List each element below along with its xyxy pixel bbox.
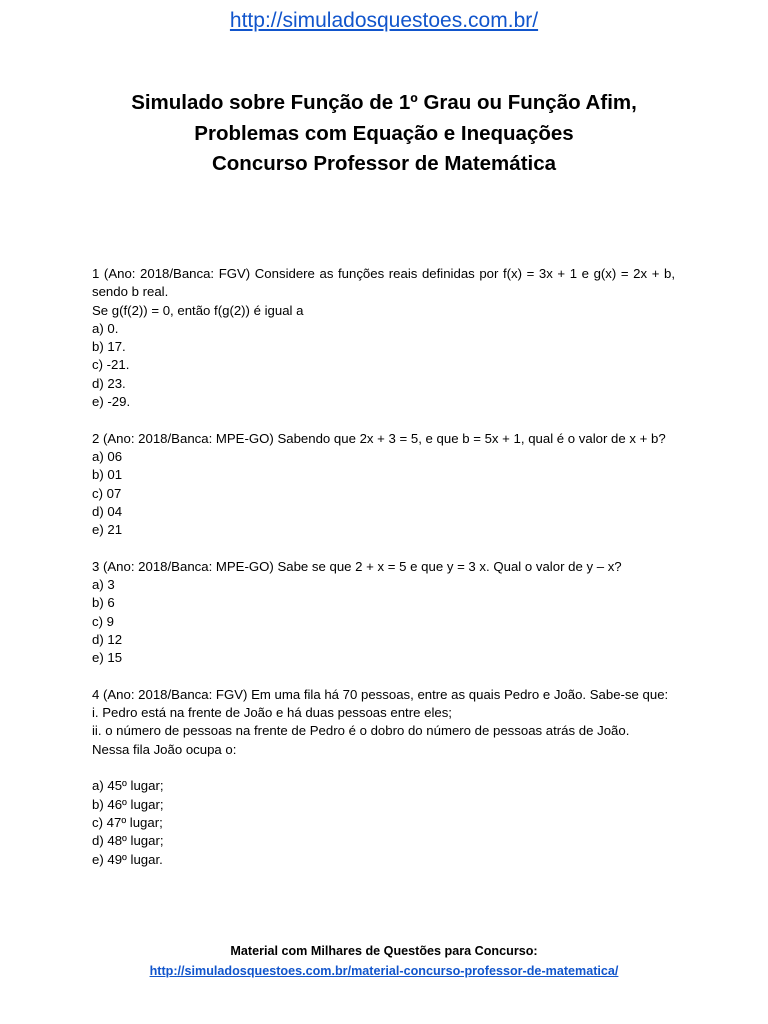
document-title bbox=[60, 88, 708, 180]
questions-list bbox=[92, 265, 675, 887]
footer bbox=[0, 941, 768, 981]
question-3-option-b: b) 6 bbox=[92, 595, 115, 611]
question-1-option-c: c) -21. bbox=[92, 357, 130, 373]
question-3-option-c: c) 9 bbox=[92, 613, 114, 629]
footer-link[interactable]: http://simuladosquestoes.com.br/material-concurso-professor-de-matematica/ bbox=[149, 964, 619, 978]
question-1-text: 1 (Ano: 2018/Banca: FGV) Considere as funções reais definidas por f(x) = 3x + 1 e g(x) = 2x + b, sendo b real. bbox=[92, 266, 675, 300]
question-3-option-a: a) 3 bbox=[92, 577, 115, 593]
question-2-option-a: a) 06 bbox=[92, 448, 123, 464]
question-3-text: 3 (Ano: 2018/Banca: MPE-GO) Sabe se que 2 + x = 5 e que y = 3 x. Qual o valor de y – x? bbox=[92, 558, 622, 574]
question-2-option-b: b) 01 bbox=[92, 467, 123, 483]
title-line-1: Simulado sobre Função de 1º Grau ou Função Afim, bbox=[131, 91, 637, 114]
footer-label: Material com Milhares de Questões para Concurso: bbox=[230, 944, 538, 958]
question-2-option-c: c) 07 bbox=[92, 485, 122, 501]
question-4-condition-i: i. Pedro está na frente de João e há duas pessoas entre eles; bbox=[92, 705, 452, 721]
question-4-option-a: a) 45º lugar; bbox=[92, 778, 164, 794]
title-line-3: Concurso Professor de Matemática bbox=[211, 152, 557, 175]
question-4-prompt: Nessa fila João ocupa o: bbox=[92, 741, 237, 757]
question-1-option-d: d) 23. bbox=[92, 375, 126, 391]
question-3 bbox=[92, 558, 675, 668]
question-1-option-a: a) 0. bbox=[92, 320, 119, 336]
question-4 bbox=[92, 686, 675, 869]
question-4-option-c: c) 47º lugar; bbox=[92, 814, 163, 830]
question-2 bbox=[92, 430, 675, 540]
question-1 bbox=[92, 265, 675, 411]
question-4-condition-ii: ii. o número de pessoas na frente de Pedro é o dobro do número de pessoas atrás de João. bbox=[92, 723, 630, 739]
question-3-option-e: e) 15 bbox=[92, 650, 123, 666]
blank-line bbox=[92, 759, 675, 777]
question-4-option-d: d) 48º lugar; bbox=[92, 833, 164, 849]
question-3-option-d: d) 12 bbox=[92, 631, 123, 647]
question-1-option-b: b) 17. bbox=[92, 339, 126, 355]
question-2-option-e: e) 21 bbox=[92, 522, 123, 538]
title-line-2: Problemas com Equação e Inequações bbox=[194, 121, 574, 145]
question-1-prompt: Se g(f(2)) = 0, então f(g(2)) é igual a bbox=[92, 302, 304, 318]
question-4-option-b: b) 46º lugar; bbox=[92, 796, 164, 812]
question-4-option-e: e) 49º lugar. bbox=[92, 851, 163, 867]
header-link[interactable]: http://simuladosquestoes.com.br/ bbox=[229, 9, 539, 32]
question-4-text: 4 (Ano: 2018/Banca: FGV) Em uma fila há 70 pessoas, entre as quais Pedro e João. Sabe-se que: bbox=[92, 686, 669, 702]
question-2-text: 2 (Ano: 2018/Banca: MPE-GO) Sabendo que 2x + 3 = 5, e que b = 5x + 1, qual é o valor de x + b? bbox=[92, 430, 666, 446]
question-1-option-e: e) -29. bbox=[92, 394, 131, 410]
question-2-option-d: d) 04 bbox=[92, 503, 123, 519]
